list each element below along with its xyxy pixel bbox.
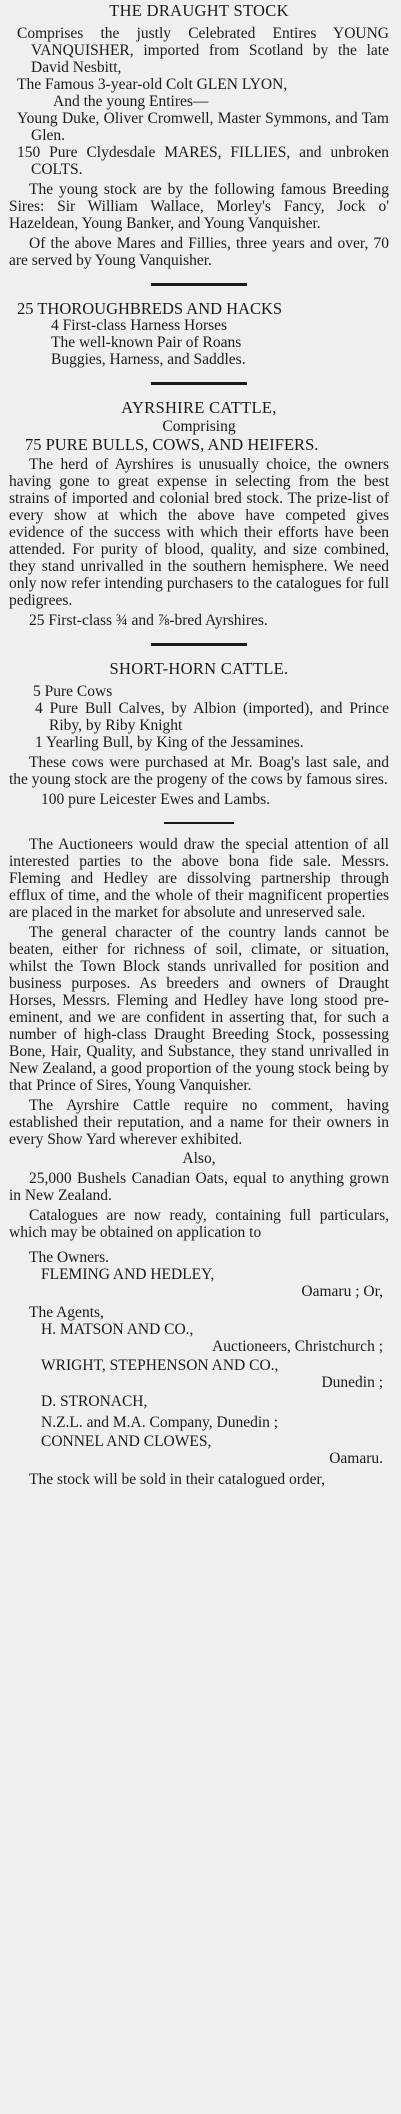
ayrshire-headline: 75 PURE BULLS, COWS, AND HEIFERS. bbox=[25, 435, 319, 454]
notice-paragraph: The Auctioneers would draw the special attention of all interested parties to the above bona fide sale. Messrs. Fleming and Hedley are dissolving partnership through efflux of time, and the whole of their magnificent properties are placed in the market for absolute and unreserved sale. bbox=[9, 836, 389, 921]
draught-stock-section bbox=[9, 2, 389, 269]
agent-place: Oamaru. bbox=[329, 1450, 383, 1467]
section-divider bbox=[151, 382, 247, 385]
draught-entires-names-line: Young Duke, Oliver Cromwell, Master Symmons, and Tam Glen. bbox=[17, 110, 389, 144]
shorthorn-section bbox=[9, 660, 389, 808]
thoroughbreds-line: The well-known Pair of Roans bbox=[51, 334, 242, 351]
section-divider bbox=[164, 822, 234, 824]
section-divider bbox=[151, 643, 247, 646]
agent-name: D. STRONACH, bbox=[41, 1393, 148, 1410]
thoroughbreds-line: 4 First-class Harness Horses bbox=[51, 317, 228, 334]
draught-stock-title: THE DRAUGHT STOCK bbox=[109, 1, 289, 20]
ayrshire-footer-line: 25 First-class ¾ and ⅞-bred Ayrshires. bbox=[29, 612, 268, 629]
draught-young-entires-line: And the young Entires— bbox=[53, 93, 209, 110]
shorthorn-line: 1 Yearling Bull, by King of the Jessamines. bbox=[35, 734, 304, 751]
closing-line: The stock will be sold in their catalogued order, bbox=[29, 1471, 325, 1488]
section-divider bbox=[151, 283, 247, 286]
draught-colt-line: The Famous 3-year-old Colt GLEN LYON, bbox=[17, 76, 288, 93]
shorthorn-line: 4 Pure Bull Calves, by Albion (imported), and Prince Riby, by Riby Knight bbox=[35, 700, 389, 734]
contacts-section bbox=[9, 1249, 389, 1467]
draught-served-paragraph: Of the above Mares and Fillies, three years and over, 70 are served by Young Vanquisher. bbox=[9, 235, 389, 269]
shorthorn-footer-line: 100 pure Leicester Ewes and Lambs. bbox=[41, 791, 270, 808]
notice-paragraph: 25,000 Bushels Canadian Oats, equal to anything grown in New Zealand. bbox=[9, 1170, 389, 1204]
agent-name: CONNEL AND CLOWES, bbox=[41, 1433, 212, 1450]
notice-paragraph: The general character of the country lands cannot be beaten, either for richness of soil, climate, or situation, whilst the Town Block stands unrivalled for position and business purposes. As breeders and owners of Draught Horses, Messrs. Fleming and Hedley have long stood pre-eminent, and we are confident in asserting that, for such a number of high-class Draught Breeding Stock, possessing Bone, Hair, Quality, and Substance, they stand unrivalled in New Zealand, a good proportion of the young stock being by that Prince of Sires, Young Vanquisher. bbox=[9, 924, 389, 1094]
thoroughbreds-section bbox=[9, 300, 389, 368]
ayrshire-paragraph: The herd of Ayrshires is unusually choice, the owners having gone to great expense in selecting from the best strains of imported and colonial bred stock. The prize-list of every show at which the above have competed gives evidence of the success with which their efforts have been attended. For purity of blood, quality, and size combined, they stand unrivalled in the southern hemisphere. We need only now refer intending purchasers to the catalogues for full pedigrees. bbox=[9, 456, 389, 609]
agents-label: The Agents, bbox=[29, 1304, 104, 1321]
agent-name: WRIGHT, STEPHENSON AND CO., bbox=[41, 1357, 279, 1374]
ayrshire-section bbox=[9, 399, 389, 629]
agent-name: N.Z.L. and M.A. Company, Dunedin ; bbox=[41, 1414, 279, 1431]
owners-name: FLEMING AND HEDLEY, bbox=[41, 1266, 215, 1283]
shorthorn-title: SHORT-HORN CATTLE. bbox=[109, 659, 289, 678]
agent-place: Dunedin ; bbox=[321, 1374, 383, 1391]
ayrshire-title: AYRSHIRE CATTLE, bbox=[121, 398, 277, 417]
shorthorn-paragraph: These cows were purchased at Mr. Boag's last sale, and the young stock are the progeny of the cows by famous sires. bbox=[9, 754, 389, 788]
owners-label: The Owners. bbox=[29, 1249, 110, 1266]
agent-name: H. MATSON AND CO., bbox=[41, 1321, 194, 1338]
owners-place: Oamaru ; Or, bbox=[301, 1283, 383, 1300]
draught-sires-paragraph: The young stock are by the following famous Breeding Sires: Sir William Wallace, Morley's Fancy, Jock o' Hazeldean, Young Banker, and Young Vanquisher. bbox=[9, 181, 389, 232]
shorthorn-line: 5 Pure Cows bbox=[33, 683, 113, 700]
thoroughbreds-line: Buggies, Harness, and Saddles. bbox=[51, 351, 246, 368]
agent-place: Auctioneers, Christchurch ; bbox=[212, 1338, 383, 1355]
notice-paragraph: Catalogues are now ready, containing full particulars, which may be obtained on application to bbox=[9, 1207, 389, 1241]
draught-entires-line: Comprises the justly Celebrated Entires YOUNG VANQUISHER, imported from Scotland by the late David Nesbitt, bbox=[17, 25, 389, 76]
notice-paragraph: The Ayrshire Cattle require no comment, having established their reputation, and a name for their owners in every Show Yard wherever exhibited. bbox=[9, 1097, 389, 1148]
notice-also: Also, bbox=[182, 1150, 216, 1167]
draught-mares-line: 150 Pure Clydesdale MARES, FILLIES, and unbroken COLTS. bbox=[17, 144, 389, 178]
auctioneers-notice-section bbox=[9, 836, 389, 1241]
thoroughbreds-title: 25 THOROUGHBREDS AND HACKS bbox=[17, 299, 283, 318]
ayrshire-subtitle: Comprising bbox=[162, 418, 236, 435]
